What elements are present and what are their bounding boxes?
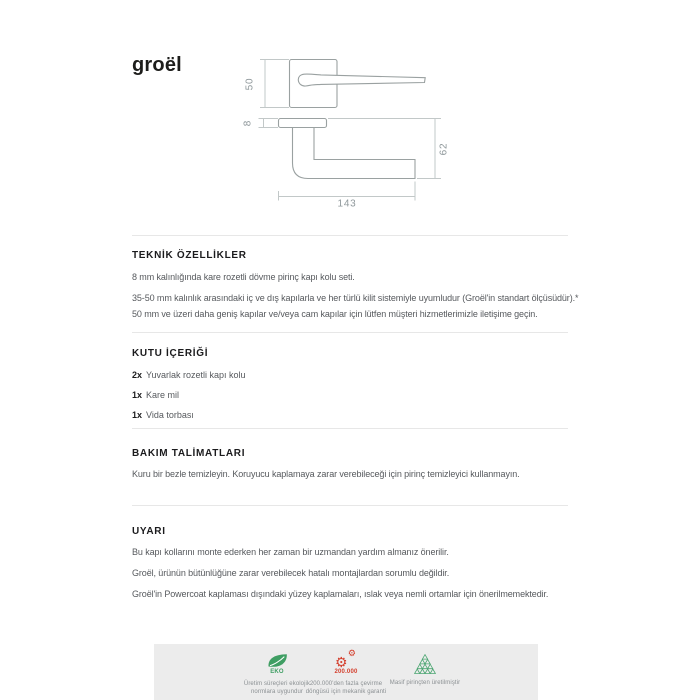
section-teknik-ozellikler (132, 235, 579, 322)
item-label: Vida torbası (146, 410, 194, 420)
cycles-icon-label: 200.000 (334, 669, 358, 675)
paragraph: 8 mm kalınlığında kare rozetli dövme pirinç kapı kolu seti. (132, 272, 355, 282)
dimension-label-thickness: 8 (242, 119, 254, 127)
section-kutu-icerigi (132, 332, 568, 429)
box-contents-list (132, 369, 568, 422)
triangles-icon (413, 654, 437, 675)
badge-material (380, 651, 470, 687)
paragraph: Bu kapı kollarını monte ederken her zaman bir uzmandan yardım almanız önerilir. (132, 547, 449, 557)
item-label: Yuvarlak rozetli kapı kolu (146, 370, 246, 380)
section-heading: TEKNİK ÖZELLİKLER (132, 250, 247, 261)
paragraph: 35-50 mm kalınlık arasındaki iç ve dış kapılarla ve her türlü kilit sistemiyle uyumludur (Groël'in standart ölçüsüdür).* (132, 293, 579, 303)
leaf-icon (267, 653, 288, 668)
section-uyari (132, 505, 568, 606)
item-label: Kare mil (146, 390, 180, 400)
section-bakim-talimatlari (132, 428, 568, 481)
footer-badges (154, 644, 538, 700)
handle-front-view (290, 60, 426, 108)
list-item (132, 369, 568, 382)
lever-side-outline (293, 128, 416, 179)
badge-durability (301, 651, 391, 696)
dimension-label-length: 143 (337, 198, 357, 210)
paragraph: Groël, ürünün bütünlüğüne zarar verebilecek hatalı montajlardan sorumlu değildir. (132, 568, 450, 578)
list-item (132, 409, 568, 422)
list-item (132, 389, 568, 402)
dimension-label-rosette: 50 (244, 77, 256, 90)
gears-icon (335, 651, 357, 668)
section-heading: UYARI (132, 526, 166, 537)
eco-icon-label: EKO (270, 669, 284, 675)
rosette-side-outline (279, 119, 327, 128)
dimension-label-drop: 62 (438, 142, 450, 155)
paragraph: 50 mm ve üzeri daha geniş kapılar ve/veya cam kapılar için lütfen müşteri hizmetlerimizle iletişime geçin. (132, 308, 538, 319)
door-handle-drawing-icon (235, 50, 465, 215)
item-quantity: 2x (132, 370, 143, 380)
item-quantity: 1x (132, 390, 143, 400)
lever-outline (298, 74, 425, 86)
paragraph: Kuru bir bezle temizleyin. Koruyucu kaplamaya zarar verebileceği için pirinç temizleyici kullanmayın. (132, 469, 520, 479)
item-quantity: 1x (132, 410, 143, 420)
paragraph: Groël'in Powercoat kaplaması dışındaki yüzey kaplamaları, ıslak veya nemli ortamlar için önerilmemektedir. (132, 589, 549, 599)
badge-caption: Üretim süreçleri ekolojik normlara uygundur (243, 681, 311, 695)
technical-drawing (235, 50, 465, 215)
handle-side-view (279, 119, 416, 179)
brand-logo: groël (132, 54, 182, 76)
badge-caption: Masif pirinçten üretilmiştir (389, 680, 461, 686)
section-heading: BAKIM TALİMATLARI (132, 448, 246, 459)
badge-caption: 200.000'den fazla çevirme döngüsü için mekanik garanti (305, 681, 387, 695)
section-heading: KUTU İÇERİĞİ (132, 348, 209, 359)
